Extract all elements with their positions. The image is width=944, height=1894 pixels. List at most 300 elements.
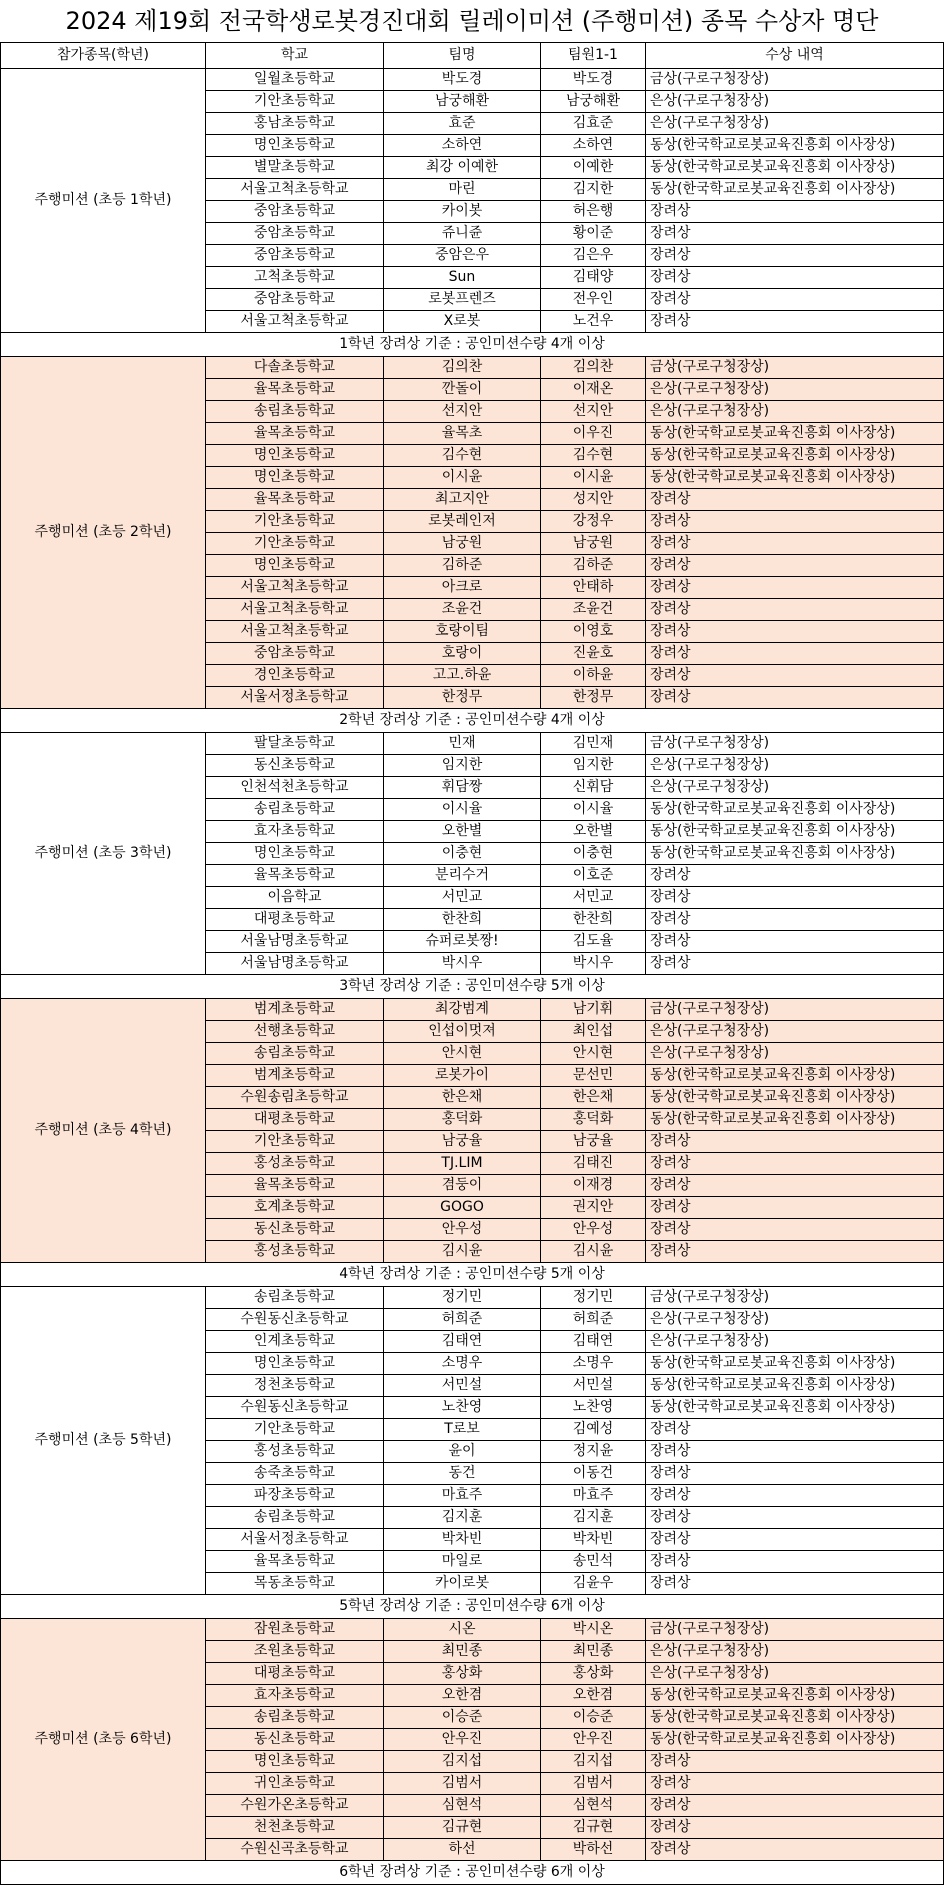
team-cell: 김지훈	[384, 1507, 541, 1529]
team-cell: 마효주	[384, 1485, 541, 1507]
school-cell: 일월초등학교	[206, 69, 384, 91]
team-cell: 최민종	[384, 1641, 541, 1663]
member-cell: 허은행	[541, 201, 646, 223]
member-cell: 김지훈	[541, 1507, 646, 1529]
award-cell: 은상(구로구청장상)	[646, 401, 944, 423]
team-cell: 로봇프렌즈	[384, 289, 541, 311]
team-cell: 홍상화	[384, 1663, 541, 1685]
school-cell: 홍성초등학교	[206, 1241, 384, 1263]
school-cell: 기안초등학교	[206, 1131, 384, 1153]
award-cell: 동상(한국학교로봇교육진흥회 이사장상)	[646, 1353, 944, 1375]
award-cell: 동상(한국학교로봇교육진흥회 이사장상)	[646, 843, 944, 865]
award-cell: 동상(한국학교로봇교육진흥회 이사장상)	[646, 1707, 944, 1729]
school-cell: 율목초등학교	[206, 489, 384, 511]
school-cell: 기안초등학교	[206, 511, 384, 533]
category-cell: 주행미션 (초등 4학년)	[1, 999, 206, 1263]
member-cell: 성지안	[541, 489, 646, 511]
member-cell: 안태하	[541, 577, 646, 599]
member-cell: 김수현	[541, 445, 646, 467]
member-cell: 진윤호	[541, 643, 646, 665]
document-title: 2024 제19회 전국학생로봇경진대회 릴레이미션 (주행미션) 종목 수상자 명단	[65, 7, 879, 35]
award-cell: 장려상	[646, 267, 944, 289]
member-cell: 이승준	[541, 1707, 646, 1729]
school-cell: 기안초등학교	[206, 1419, 384, 1441]
school-cell: 중암초등학교	[206, 289, 384, 311]
member-cell: 서민교	[541, 887, 646, 909]
criteria-note: 2학년 장려상 기준 : 공인미션수량 4개 이상	[1, 709, 944, 733]
school-cell: 동신초등학교	[206, 1219, 384, 1241]
team-cell: 소하연	[384, 135, 541, 157]
header-award: 수상 내역	[646, 43, 944, 69]
school-cell: 효자초등학교	[206, 1685, 384, 1707]
award-cell: 장려상	[646, 1419, 944, 1441]
award-cell: 장려상	[646, 201, 944, 223]
member-cell: 황이준	[541, 223, 646, 245]
award-cell: 동상(한국학교로봇교육진흥회 이사장상)	[646, 445, 944, 467]
award-cell: 금상(구로구청장상)	[646, 1287, 944, 1309]
awards-table	[0, 42, 944, 1885]
header-team: 팀명	[384, 43, 541, 69]
team-cell: 김하준	[384, 555, 541, 577]
school-cell: 홍성초등학교	[206, 1153, 384, 1175]
school-cell: 천천초등학교	[206, 1817, 384, 1839]
member-cell: 이재경	[541, 1175, 646, 1197]
member-cell: 박차빈	[541, 1529, 646, 1551]
member-cell: 한찬희	[541, 909, 646, 931]
team-cell: 아크로	[384, 577, 541, 599]
member-cell: 이재온	[541, 379, 646, 401]
member-cell: 박시우	[541, 953, 646, 975]
member-cell: 권지안	[541, 1197, 646, 1219]
member-cell: 안우진	[541, 1729, 646, 1751]
team-cell: 오한별	[384, 821, 541, 843]
criteria-row	[1, 1263, 944, 1287]
member-cell: 전우인	[541, 289, 646, 311]
award-cell: 은상(구로구청장상)	[646, 379, 944, 401]
school-cell: 서울고척초등학교	[206, 599, 384, 621]
member-cell: 허희준	[541, 1309, 646, 1331]
school-cell: 기안초등학교	[206, 91, 384, 113]
school-cell: 중암초등학교	[206, 245, 384, 267]
team-cell: 깐돌이	[384, 379, 541, 401]
award-cell: 장려상	[646, 1131, 944, 1153]
school-cell: 이음학교	[206, 887, 384, 909]
team-cell: 안시현	[384, 1043, 541, 1065]
school-cell: 서울고척초등학교	[206, 179, 384, 201]
member-cell: 심현석	[541, 1795, 646, 1817]
member-cell: 문선민	[541, 1065, 646, 1087]
award-cell: 은상(구로구청장상)	[646, 1043, 944, 1065]
member-cell: 마효주	[541, 1485, 646, 1507]
member-cell: 김하준	[541, 555, 646, 577]
award-cell: 은상(구로구청장상)	[646, 755, 944, 777]
member-cell: 이하윤	[541, 665, 646, 687]
school-cell: 수원송림초등학교	[206, 1087, 384, 1109]
school-cell: 송림초등학교	[206, 401, 384, 423]
member-cell: 안시현	[541, 1043, 646, 1065]
school-cell: 송림초등학교	[206, 799, 384, 821]
award-cell: 동상(한국학교로봇교육진흥회 이사장상)	[646, 135, 944, 157]
team-cell: 하선	[384, 1839, 541, 1861]
school-cell: 서울고척초등학교	[206, 311, 384, 333]
member-cell: 김효준	[541, 113, 646, 135]
member-cell: 서민설	[541, 1375, 646, 1397]
member-cell: 신휘담	[541, 777, 646, 799]
member-cell: 오한별	[541, 821, 646, 843]
team-cell: 김규현	[384, 1817, 541, 1839]
award-cell: 장려상	[646, 577, 944, 599]
member-cell: 강정우	[541, 511, 646, 533]
award-cell: 장려상	[646, 1773, 944, 1795]
member-cell: 김시윤	[541, 1241, 646, 1263]
school-cell: 범계초등학교	[206, 1065, 384, 1087]
award-cell: 은상(구로구청장상)	[646, 91, 944, 113]
team-cell: 임지한	[384, 755, 541, 777]
team-cell: 박도경	[384, 69, 541, 91]
member-cell: 김의찬	[541, 357, 646, 379]
member-cell: 소명우	[541, 1353, 646, 1375]
team-cell: 쥬니쥰	[384, 223, 541, 245]
team-cell: 한은채	[384, 1087, 541, 1109]
award-cell: 장려상	[646, 1441, 944, 1463]
member-cell: 김범서	[541, 1773, 646, 1795]
school-cell: 율목초등학교	[206, 1551, 384, 1573]
member-cell: 김은우	[541, 245, 646, 267]
team-cell: 최고지안	[384, 489, 541, 511]
member-cell: 소하연	[541, 135, 646, 157]
award-cell: 장려상	[646, 665, 944, 687]
school-cell: 서울서정초등학교	[206, 1529, 384, 1551]
award-cell: 장려상	[646, 953, 944, 975]
team-cell: 마일로	[384, 1551, 541, 1573]
award-cell: 동상(한국학교로봇교육진흥회 이사장상)	[646, 1375, 944, 1397]
criteria-note: 3학년 장려상 기준 : 공인미션수량 5개 이상	[1, 975, 944, 999]
school-cell: 율목초등학교	[206, 379, 384, 401]
school-cell: 수원동신초등학교	[206, 1397, 384, 1419]
team-cell: X로봇	[384, 311, 541, 333]
school-cell: 송림초등학교	[206, 1287, 384, 1309]
team-cell: 남궁율	[384, 1131, 541, 1153]
member-cell: 홍덕화	[541, 1109, 646, 1131]
member-cell: 오한겸	[541, 1685, 646, 1707]
member-cell: 남궁해환	[541, 91, 646, 113]
team-cell: 심현석	[384, 1795, 541, 1817]
member-cell: 이시윤	[541, 467, 646, 489]
team-cell: 한정무	[384, 687, 541, 709]
award-cell: 장려상	[646, 489, 944, 511]
team-cell: 민재	[384, 733, 541, 755]
awards-body	[1, 69, 944, 1885]
member-cell: 선지안	[541, 401, 646, 423]
school-cell: 서울고척초등학교	[206, 577, 384, 599]
criteria-note: 4학년 장려상 기준 : 공인미션수량 5개 이상	[1, 1263, 944, 1287]
award-cell: 장려상	[646, 1551, 944, 1573]
school-cell: 다솔초등학교	[206, 357, 384, 379]
award-cell: 장려상	[646, 223, 944, 245]
school-cell: 목동초등학교	[206, 1573, 384, 1595]
team-cell: 김시윤	[384, 1241, 541, 1263]
team-cell: 남궁원	[384, 533, 541, 555]
team-cell: 로봇가이	[384, 1065, 541, 1087]
member-cell: 남궁율	[541, 1131, 646, 1153]
school-cell: 대평초등학교	[206, 909, 384, 931]
category-cell: 주행미션 (초등 2학년)	[1, 357, 206, 709]
award-cell: 장려상	[646, 1153, 944, 1175]
member-cell: 남기휘	[541, 999, 646, 1021]
member-cell: 한정무	[541, 687, 646, 709]
member-cell: 정기민	[541, 1287, 646, 1309]
member-cell: 박하선	[541, 1839, 646, 1861]
school-cell: 효자초등학교	[206, 821, 384, 843]
school-cell: 송림초등학교	[206, 1507, 384, 1529]
member-cell: 한은채	[541, 1087, 646, 1109]
school-cell: 잠원초등학교	[206, 1619, 384, 1641]
member-cell: 김태양	[541, 267, 646, 289]
school-cell: 서울고척초등학교	[206, 621, 384, 643]
award-cell: 장려상	[646, 1463, 944, 1485]
table-row	[1, 357, 944, 379]
team-cell: 안우성	[384, 1219, 541, 1241]
team-cell: 서민교	[384, 887, 541, 909]
team-cell: 노찬영	[384, 1397, 541, 1419]
team-cell: 카이로봇	[384, 1573, 541, 1595]
member-cell: 김지한	[541, 179, 646, 201]
school-cell: 팔달초등학교	[206, 733, 384, 755]
school-cell: 서울서정초등학교	[206, 687, 384, 709]
criteria-note: 6학년 장려상 기준 : 공인미션수량 6개 이상	[1, 1861, 944, 1885]
school-cell: 명인초등학교	[206, 843, 384, 865]
member-cell: 정지윤	[541, 1441, 646, 1463]
school-cell: 중암초등학교	[206, 201, 384, 223]
team-cell: 중암은우	[384, 245, 541, 267]
award-cell: 동상(한국학교로봇교육진흥회 이사장상)	[646, 1109, 944, 1131]
school-cell: 명인초등학교	[206, 555, 384, 577]
team-cell: 이충현	[384, 843, 541, 865]
team-cell: 슈퍼로봇짱!	[384, 931, 541, 953]
member-cell: 이예한	[541, 157, 646, 179]
member-cell: 임지한	[541, 755, 646, 777]
team-cell: 휘담짱	[384, 777, 541, 799]
award-cell: 장려상	[646, 533, 944, 555]
school-cell: 명인초등학교	[206, 135, 384, 157]
table-row	[1, 69, 944, 91]
award-cell: 장려상	[646, 1197, 944, 1219]
award-cell: 동상(한국학교로봇교육진흥회 이사장상)	[646, 1065, 944, 1087]
school-cell: 명인초등학교	[206, 467, 384, 489]
school-cell: 범계초등학교	[206, 999, 384, 1021]
award-cell: 장려상	[646, 1817, 944, 1839]
award-cell: 금상(구로구청장상)	[646, 733, 944, 755]
award-cell: 동상(한국학교로봇교육진흥회 이사장상)	[646, 1685, 944, 1707]
team-cell: 김지섭	[384, 1751, 541, 1773]
school-cell: 수원가온초등학교	[206, 1795, 384, 1817]
award-cell: 장려상	[646, 865, 944, 887]
team-cell: 홍덕화	[384, 1109, 541, 1131]
team-cell: 최강 이예한	[384, 157, 541, 179]
school-cell: 서울남명초등학교	[206, 953, 384, 975]
criteria-note: 5학년 장려상 기준 : 공인미션수량 6개 이상	[1, 1595, 944, 1619]
member-cell: 남궁원	[541, 533, 646, 555]
team-cell: 겸둥이	[384, 1175, 541, 1197]
award-cell: 은상(구로구청장상)	[646, 113, 944, 135]
school-cell: 호계초등학교	[206, 1197, 384, 1219]
award-cell: 금상(구로구청장상)	[646, 1619, 944, 1641]
award-cell: 장려상	[646, 289, 944, 311]
school-cell: 명인초등학교	[206, 1751, 384, 1773]
team-cell: 남궁해환	[384, 91, 541, 113]
header-school: 학교	[206, 43, 384, 69]
team-cell: 소명우	[384, 1353, 541, 1375]
school-cell: 고척초등학교	[206, 267, 384, 289]
member-cell: 박도경	[541, 69, 646, 91]
team-cell: 박시우	[384, 953, 541, 975]
team-cell: GOGO	[384, 1197, 541, 1219]
award-cell: 장려상	[646, 621, 944, 643]
school-cell: 대평초등학교	[206, 1663, 384, 1685]
award-cell: 장려상	[646, 1751, 944, 1773]
school-cell: 대평초등학교	[206, 1109, 384, 1131]
school-cell: 송림초등학교	[206, 1043, 384, 1065]
criteria-row	[1, 333, 944, 357]
award-cell: 동상(한국학교로봇교육진흥회 이사장상)	[646, 821, 944, 843]
team-cell: 김의찬	[384, 357, 541, 379]
school-cell: 율목초등학교	[206, 865, 384, 887]
criteria-row	[1, 975, 944, 999]
team-cell: 박차빈	[384, 1529, 541, 1551]
award-cell: 동상(한국학교로봇교육진흥회 이사장상)	[646, 179, 944, 201]
team-cell: 안우진	[384, 1729, 541, 1751]
award-cell: 금상(구로구청장상)	[646, 357, 944, 379]
award-cell: 장려상	[646, 643, 944, 665]
team-cell: 서민설	[384, 1375, 541, 1397]
award-cell: 은상(구로구청장상)	[646, 1663, 944, 1685]
team-cell: 이시윤	[384, 467, 541, 489]
team-cell: 고고.하윤	[384, 665, 541, 687]
award-cell: 금상(구로구청장상)	[646, 69, 944, 91]
award-cell: 장려상	[646, 909, 944, 931]
header-member: 팀원1-1	[541, 43, 646, 69]
table-row	[1, 999, 944, 1021]
member-cell: 이충현	[541, 843, 646, 865]
school-cell: 송죽초등학교	[206, 1463, 384, 1485]
school-cell: 인계초등학교	[206, 1331, 384, 1353]
header-category: 참가종목(학년)	[1, 43, 206, 69]
team-cell: 한찬희	[384, 909, 541, 931]
school-cell: 율목초등학교	[206, 1175, 384, 1197]
award-cell: 은상(구로구청장상)	[646, 1309, 944, 1331]
school-cell: 기안초등학교	[206, 533, 384, 555]
team-cell: 로봇레인저	[384, 511, 541, 533]
member-cell: 김예성	[541, 1419, 646, 1441]
award-cell: 장려상	[646, 311, 944, 333]
member-cell: 김규현	[541, 1817, 646, 1839]
team-cell: 정기민	[384, 1287, 541, 1309]
team-cell: T로보	[384, 1419, 541, 1441]
award-cell: 장려상	[646, 1175, 944, 1197]
school-cell: 송림초등학교	[206, 1707, 384, 1729]
header-row	[1, 43, 944, 69]
table-row	[1, 733, 944, 755]
award-cell: 동상(한국학교로봇교육진흥회 이사장상)	[646, 1397, 944, 1419]
team-cell: 인섭이멋져	[384, 1021, 541, 1043]
award-cell: 장려상	[646, 599, 944, 621]
member-cell: 김윤우	[541, 1573, 646, 1595]
team-cell: 율목초	[384, 423, 541, 445]
member-cell: 박시온	[541, 1619, 646, 1641]
team-cell: 호랑이팀	[384, 621, 541, 643]
member-cell: 이시율	[541, 799, 646, 821]
team-cell: Sun	[384, 267, 541, 289]
award-cell: 장려상	[646, 1573, 944, 1595]
school-cell: 서울남명초등학교	[206, 931, 384, 953]
school-cell: 동신초등학교	[206, 1729, 384, 1751]
school-cell: 홍성초등학교	[206, 1441, 384, 1463]
table-row	[1, 1619, 944, 1641]
category-cell: 주행미션 (초등 5학년)	[1, 1287, 206, 1595]
team-cell: 효준	[384, 113, 541, 135]
team-cell: 김수현	[384, 445, 541, 467]
school-cell: 경인초등학교	[206, 665, 384, 687]
award-cell: 동상(한국학교로봇교육진흥회 이사장상)	[646, 423, 944, 445]
school-cell: 중암초등학교	[206, 643, 384, 665]
award-cell: 장려상	[646, 245, 944, 267]
award-cell: 동상(한국학교로봇교육진흥회 이사장상)	[646, 1087, 944, 1109]
award-cell: 동상(한국학교로봇교육진흥회 이사장상)	[646, 467, 944, 489]
award-cell: 장려상	[646, 887, 944, 909]
school-cell: 수원신곡초등학교	[206, 1839, 384, 1861]
criteria-row	[1, 1861, 944, 1885]
award-cell: 동상(한국학교로봇교육진흥회 이사장상)	[646, 799, 944, 821]
award-cell: 은상(구로구청장상)	[646, 777, 944, 799]
member-cell: 이우진	[541, 423, 646, 445]
criteria-row	[1, 709, 944, 733]
award-cell: 금상(구로구청장상)	[646, 999, 944, 1021]
member-cell: 김도율	[541, 931, 646, 953]
team-cell: 조윤건	[384, 599, 541, 621]
member-cell: 이영호	[541, 621, 646, 643]
school-cell: 홍남초등학교	[206, 113, 384, 135]
team-cell: 이승준	[384, 1707, 541, 1729]
team-cell: TJ.LIM	[384, 1153, 541, 1175]
school-cell: 귀인초등학교	[206, 1773, 384, 1795]
school-cell: 명인초등학교	[206, 445, 384, 467]
member-cell: 최인섭	[541, 1021, 646, 1043]
award-cell: 장려상	[646, 555, 944, 577]
award-cell: 장려상	[646, 511, 944, 533]
school-cell: 선행초등학교	[206, 1021, 384, 1043]
school-cell: 동신초등학교	[206, 755, 384, 777]
school-cell: 중암초등학교	[206, 223, 384, 245]
team-cell: 카이봇	[384, 201, 541, 223]
school-cell: 조원초등학교	[206, 1641, 384, 1663]
category-cell: 주행미션 (초등 6학년)	[1, 1619, 206, 1861]
team-cell: 허희준	[384, 1309, 541, 1331]
award-cell: 장려상	[646, 1219, 944, 1241]
team-cell: 분리수거	[384, 865, 541, 887]
award-cell: 은상(구로구청장상)	[646, 1331, 944, 1353]
team-cell: 윤이	[384, 1441, 541, 1463]
team-cell: 선지안	[384, 401, 541, 423]
team-cell: 오한겸	[384, 1685, 541, 1707]
member-cell: 최민종	[541, 1641, 646, 1663]
member-cell: 송민석	[541, 1551, 646, 1573]
team-cell: 최강범계	[384, 999, 541, 1021]
school-cell: 인천석천초등학교	[206, 777, 384, 799]
award-cell: 장려상	[646, 687, 944, 709]
school-cell: 파장초등학교	[206, 1485, 384, 1507]
category-cell: 주행미션 (초등 3학년)	[1, 733, 206, 975]
member-cell: 노건우	[541, 311, 646, 333]
